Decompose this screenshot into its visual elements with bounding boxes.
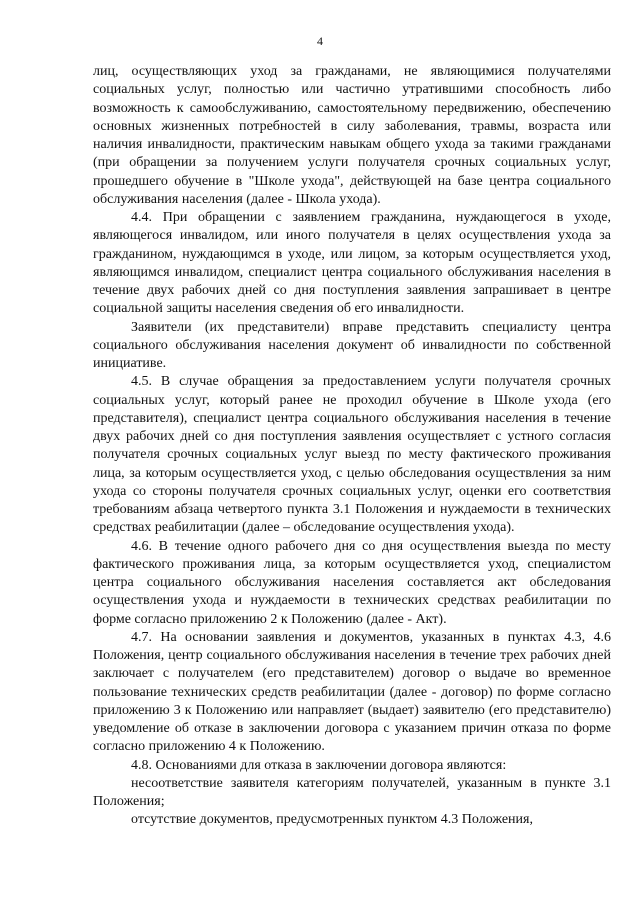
- paragraph-4-6: 4.6. В течение одного рабочего дня со дня осуществления выезда по месту фактического проживания лица, за которым осуществляется уход, специалистом центра социального обслуживания населения составляется акт обследования осуществления ухода и нуждаемости в технических средствах реабилитации по форме согласно приложению 2 к Положению (далее - Акт).: [93, 538, 611, 627]
- paragraph-applicants: Заявители (их представители) вправе представить специалисту центра социального обслуживания населения документ об инвалидности по собственной инициативе.: [93, 319, 611, 371]
- paragraph-4-4: 4.4. При обращении с заявлением гражданина, нуждающегося в уходе, являющегося инвалидом, или иного получателя в целях осуществления ухода за гражданином, нуждающимся в уходе, или лицом, за которым осуществляется уход, являющимся инвалидом, специалист центра социального обслуживания населения в течение двух рабочих дней со дня поступления заявления запрашивает в центре социальной защиты населения сведения об его инвалидности.: [93, 210, 611, 317]
- paragraph-refusal-reason-1: несоответствие заявителя категориям получателей, указанным в пункте 3.1 Положения;: [93, 775, 611, 809]
- page-number: 4: [317, 34, 323, 48]
- paragraph-continuation: лиц, осуществляющих уход за гражданами, не являющимися получателями социальных услуг, полностью или частично утратившими способность либо возможность к самообслуживанию, самостоятельному передвижению, обеспечению основных жизненных потребностей в силу заболевания, травмы, возраста или наличия инвалидности, практическим навыкам общего ухода за такими гражданами (при обращении за получением услуги получателя срочных социальных услуг, прошедшего обучение в "Школе ухода", действующей на базе центра социального обслуживания населения (далее - Школа ухода).: [93, 64, 611, 207]
- paragraph-4-8: 4.8. Основаниями для отказа в заключении договора являются:: [131, 757, 507, 773]
- paragraph-4-7: 4.7. На основании заявления и документов, указанных в пунктах 4.3, 4.6 Положения, центр социального обслуживания населения в течение трех рабочих дней заключает с получателем (его представителем) договор о выдаче во временное пользование технических средств реабилитации (далее - договор) по форме согласно приложению 3 к Положению или направляет (выдает) заявителю (его представителю) уведомление об отказе в заключении договора с указанием причин отказа по форме согласно приложению 4 к Положению.: [93, 629, 611, 755]
- paragraph-4-5: 4.5. В случае обращения за предоставлением услуги получателя срочных социальных услуг, который ранее не проходил обучение в Школе ухода (его представителя), специалист центра социального обслуживания населения в течение двух рабочих дней со дня поступления заявления осуществляет с устного согласия получателя срочных социальных услуг выезд по месту фактического проживания лица, за которым осуществляется уход, с целью обследования осуществления за ним ухода со стороны получателя срочных социальных услуг, оценки его соответствия требованиям абзаца четвертого пункта 3.1 Положения и нуждаемости в технических средствах реабилитации (далее – обследование осуществления ухода).: [93, 374, 611, 536]
- paragraph-refusal-reason-2: отсутствие документов, предусмотренных пунктом 4.3 Положения,: [131, 812, 533, 828]
- document-body: [93, 63, 611, 830]
